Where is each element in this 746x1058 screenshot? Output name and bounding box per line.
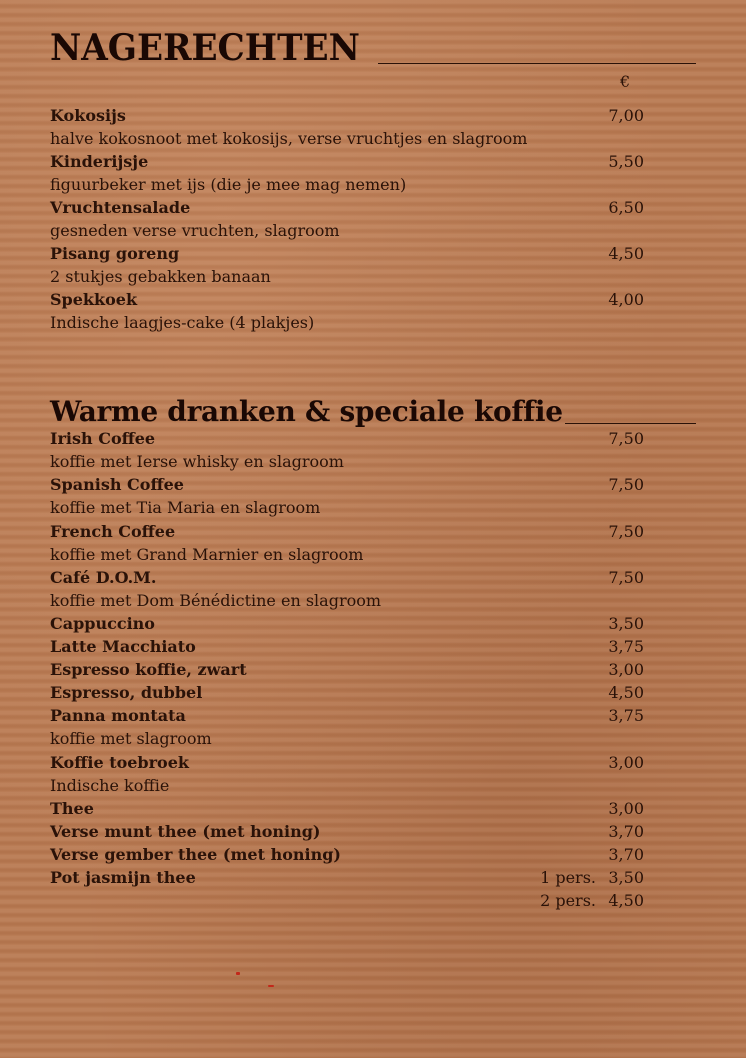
section-heading-hot-drinks — [50, 388, 696, 428]
item-description: halve kokosnoot met kokosijs, verse vruchtjes en slagroom — [50, 129, 528, 148]
item-price: 4,50 — [608, 891, 644, 910]
menu-item-row — [50, 866, 646, 889]
item-price: 3,00 — [608, 799, 644, 818]
item-description: koffie met Grand Marnier en slagroom — [50, 545, 364, 564]
heading-rule — [565, 423, 696, 424]
item-name: Espresso, dubbel — [50, 683, 203, 702]
item-description: koffie met Tia Maria en slagroom — [50, 498, 321, 517]
section-heading-desserts — [50, 28, 696, 68]
item-name: Spanish Coffee — [50, 475, 184, 494]
item-name: Espresso koffie, zwart — [50, 660, 247, 679]
item-description: gesneden verse vruchten, slagroom — [50, 221, 340, 240]
paper-speck — [236, 972, 240, 975]
item-description: koffie met Ierse whisky en slagroom — [50, 452, 344, 471]
section-title: Warme dranken & speciale koffie — [50, 395, 563, 428]
item-price: 4,50 — [608, 244, 644, 263]
menu-item-row — [50, 473, 646, 496]
item-description-row — [50, 127, 646, 150]
item-name: Verse gember thee (met honing) — [50, 845, 341, 864]
item-price: 3,00 — [608, 753, 644, 772]
menu-item-row — [50, 104, 646, 127]
heading-rule — [378, 63, 696, 64]
item-price: 3,75 — [608, 706, 644, 725]
item-description-row — [50, 774, 646, 797]
item-name: Panna montata — [50, 706, 186, 725]
menu-item-row — [50, 681, 646, 704]
item-description-row — [50, 311, 646, 334]
item-name: Pot jasmijn thee — [50, 868, 196, 887]
item-description: Indische koffie — [50, 776, 170, 795]
portion-label: 2 pers. — [540, 891, 596, 910]
menu-item-row — [50, 520, 646, 543]
menu-item-row — [50, 843, 646, 866]
item-name: Vruchtensalade — [50, 198, 191, 217]
item-description-row — [50, 496, 646, 519]
item-name: Irish Coffee — [50, 429, 156, 448]
item-description: Indische laagjes-cake (4 plakjes) — [50, 313, 315, 332]
item-name: Koffie toebroek — [50, 753, 189, 772]
menu-item-row — [50, 658, 646, 681]
item-price: 3,00 — [608, 660, 644, 679]
item-name: Latte Macchiato — [50, 637, 196, 656]
menu-item-row — [50, 635, 646, 658]
item-description-row — [50, 219, 646, 242]
currency-symbol: € — [620, 72, 631, 91]
menu-item-row — [50, 566, 646, 589]
item-price: 3,70 — [608, 845, 644, 864]
item-description-row — [50, 173, 646, 196]
item-description-row — [50, 543, 646, 566]
item-price: 6,50 — [608, 198, 644, 217]
item-name: Cappuccino — [50, 614, 155, 633]
item-name: Café D.O.M. — [50, 568, 157, 587]
item-name: Verse munt thee (met honing) — [50, 822, 321, 841]
item-price: 7,50 — [608, 475, 644, 494]
item-description: 2 stukjes gebakken banaan — [50, 267, 271, 286]
item-price: 3,75 — [608, 637, 644, 656]
item-price: 4,50 — [608, 683, 644, 702]
item-description-row — [50, 589, 646, 612]
item-price: 3,70 — [608, 822, 644, 841]
menu-item-row — [50, 612, 646, 635]
item-name: Spekkoek — [50, 290, 138, 309]
menu-item-row — [50, 196, 646, 219]
menu-item-row — [50, 150, 646, 173]
portion-label: 1 pers. — [540, 868, 596, 887]
item-price: 7,00 — [608, 106, 644, 125]
item-description-row — [50, 727, 646, 750]
item-price: 3,50 — [608, 614, 644, 633]
item-price: 5,50 — [608, 152, 644, 171]
paper-speck — [268, 985, 274, 987]
item-price: 7,50 — [608, 429, 644, 448]
item-description-row — [50, 450, 646, 473]
item-name: Kokosijs — [50, 106, 126, 125]
item-price: 7,50 — [608, 568, 644, 587]
menu-item-row — [50, 797, 646, 820]
menu-item-row — [50, 820, 646, 843]
item-price: 4,00 — [608, 290, 644, 309]
menu-item-row — [50, 288, 646, 311]
item-description: figuurbeker met ijs (die je mee mag nemen) — [50, 175, 407, 194]
item-price: 7,50 — [608, 522, 644, 541]
menu-item-row — [50, 704, 646, 727]
menu-item-variant-row — [50, 889, 646, 912]
item-name: Kinderijsje — [50, 152, 149, 171]
item-description: koffie met Dom Bénédictine en slagroom — [50, 591, 382, 610]
menu-item-row — [50, 242, 646, 265]
menu-item-row — [50, 427, 646, 450]
item-description: koffie met slagroom — [50, 729, 212, 748]
item-description-row — [50, 265, 646, 288]
item-name: Thee — [50, 799, 94, 818]
item-price: 3,50 — [608, 868, 644, 887]
menu-item-row — [50, 751, 646, 774]
section-title: NAGERECHTEN — [50, 27, 360, 69]
item-name: Pisang goreng — [50, 244, 180, 263]
item-name: French Coffee — [50, 522, 176, 541]
